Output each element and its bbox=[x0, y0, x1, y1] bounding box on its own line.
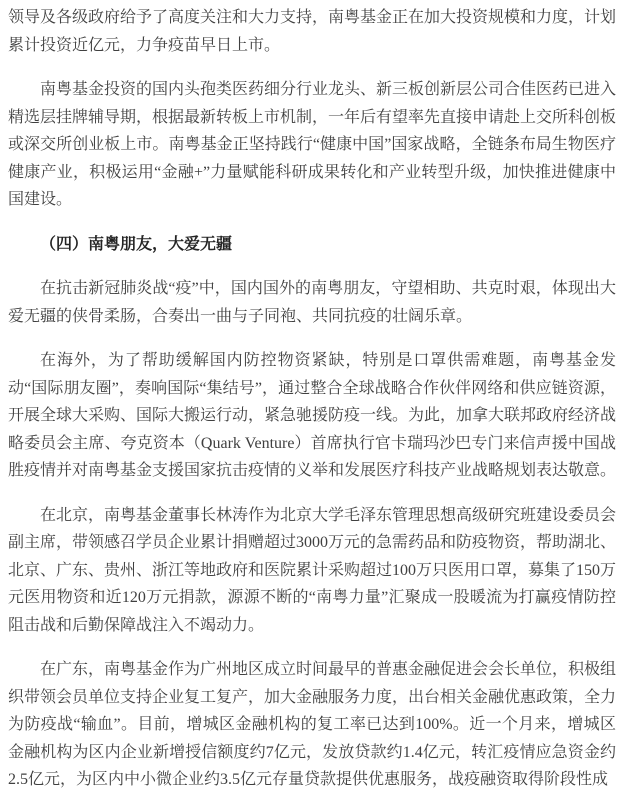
paragraph: 在北京，南粤基金董事长林涛作为北京大学毛泽东管理思想高级研究班建设委员会副主席，带领感召学员企业累计捐赠超过3000万元的急需药品和防疫物资，帮助湖北、北京、广东、贵州、浙江等地政府和医院累计采购超过100万只医用口罩，募集了150万元医用物资和近120万元捐款，源源不断的“南粤力量”汇聚成一股暖流为打赢疫情防控阻击战和后勤保障战注入不竭动力。 bbox=[8, 506, 617, 634]
section-heading: （四）南粤朋友，大爱无疆 bbox=[40, 235, 233, 253]
paragraph: 南粤基金投资的国内头孢类医药细分行业龙头、新三板创新层公司合佳医药已进入精选层挂牌辅导期，根据最新转板上市机制，一年后有望率先直接申请赴上交所科创板或深交所创业板上市。南粤基金正坚持践行“健康中国”国家战略，全链条布局生物医疗健康产业，积极运用“金融+”力量赋能科研成果转化和产业转型升级，加快推进健康中国建设。 bbox=[8, 81, 617, 208]
paragraph: 领导及各级政府给予了高度关注和大力支持，南粤基金正在加大投资规模和力度，计划累计投资近亿元，力争疫苗早日上市。 bbox=[8, 9, 617, 54]
paragraph: 在海外，为了帮助缓解国内防控物资紧缺，特别是口罩供需难题，南粤基金发动“国际朋友圈”，奏响国际“集结号”，通过整合全球战略合作伙伴网络和供应链资源，开展全球大采购、国际大搬运行动，紧急驰援防疫一线。为此，加拿大联邦政府经济战略委员会主席、夸克资本（Quark Venture）首席执行官卡瑞玛沙巴专门来信声援中国战胜疫情并对南粤基金支援国家抗击疫情的义举和发展医疗科技产业战略规划表达敬意。 bbox=[8, 352, 617, 479]
paragraph: 在广东，南粤基金作为广州地区成立时间最早的普惠金融促进会会长单位，积极组织带领会员单位支持企业复工复产，加大金融服务力度，出台相关金融优惠政策，全力为防疫战“输血”。目前，增城区金融机构的复工率已达到100%。近一个月来，增城区金融机构为区内企业新增授信额度约7亿元，发放贷款约1.4亿元，转汇疫情应急资金约2.5亿元，为区内中小微企业约3.5亿元存量贷款提供优惠服务，战疫融资取得阶段性成 bbox=[8, 661, 617, 788]
paragraph: 在抗击新冠肺炎战“疫”中，国内国外的南粤朋友，守望相助、共克时艰，体现出大爱无疆的侠骨柔肠，合奏出一曲与子同袍、共同抗疫的壮阔乐章。 bbox=[8, 280, 616, 325]
